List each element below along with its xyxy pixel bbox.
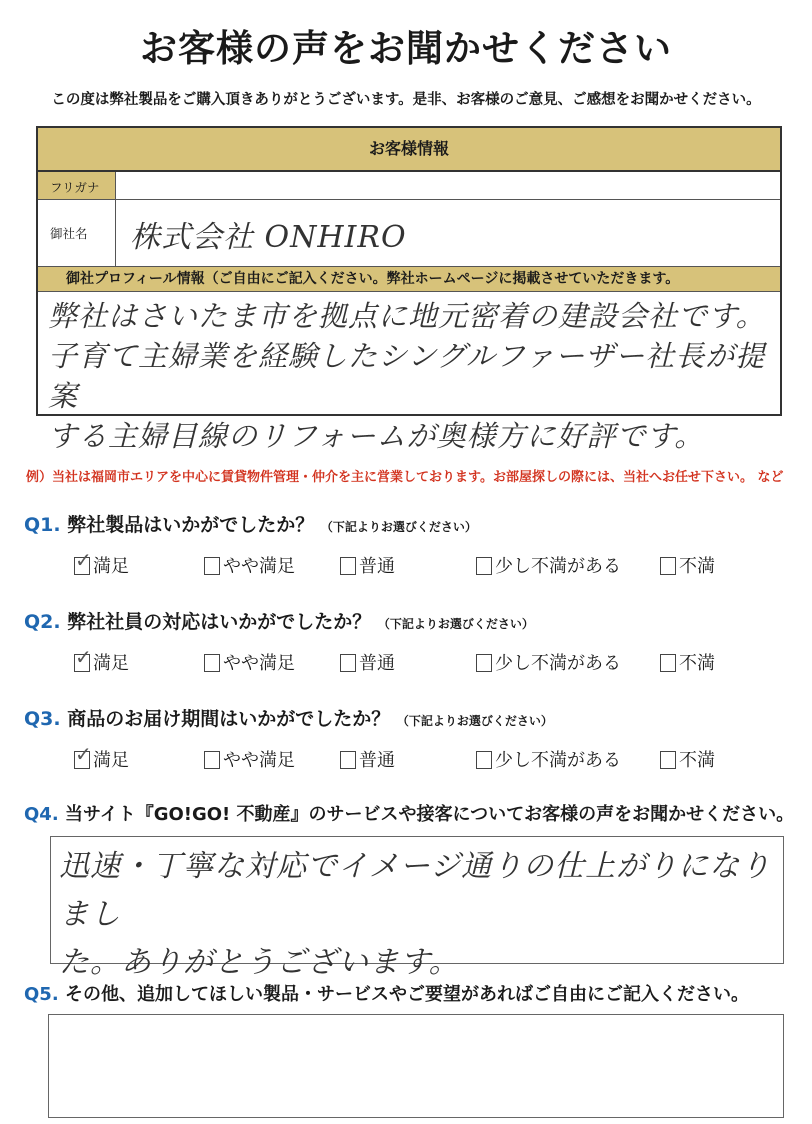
profile-line: する主婦目線のリフォームが奥様方に好評です。 bbox=[48, 419, 705, 453]
q4-answer-line: た。ありがとうございます。 bbox=[59, 945, 460, 980]
check-icon: ✓ bbox=[75, 548, 92, 572]
customer-info-heading: お客様情報 bbox=[38, 128, 780, 172]
q4-answer-field[interactable] bbox=[50, 836, 784, 980]
page-subtitle: この度は弊社製品をご購入頂きありがとうございます。是非、お客様のご意見、ご感想をお聞かせください。 bbox=[51, 92, 761, 108]
furigana-field[interactable] bbox=[120, 174, 776, 196]
q2-option-normal[interactable]: 普通 bbox=[340, 649, 395, 675]
checkbox[interactable] bbox=[74, 742, 92, 769]
q1-option-normal[interactable]: 普通 bbox=[340, 552, 395, 578]
q2-option-somewhat-satisfied[interactable]: やや満足 bbox=[204, 649, 295, 675]
checkbox[interactable] bbox=[660, 654, 676, 672]
q3-option-normal[interactable]: 普通 bbox=[340, 746, 395, 772]
q3-option-dissatisfied[interactable]: 不満 bbox=[660, 746, 715, 772]
checkbox[interactable] bbox=[340, 654, 356, 672]
profile-text-field[interactable] bbox=[48, 296, 774, 456]
q3-option-somewhat-satisfied[interactable]: やや満足 bbox=[204, 746, 295, 772]
q2-option-somewhat-dissatisfied[interactable]: 少し不満がある bbox=[476, 649, 621, 675]
q3-option-satisfied[interactable]: ✓ 満足 bbox=[75, 742, 129, 771]
checkbox[interactable] bbox=[74, 645, 92, 672]
profile-heading: 御社プロフィール情報（ご自由にご記入ください。弊社ホームページに掲載させていただきます。 bbox=[38, 266, 780, 292]
check-icon: ✓ bbox=[75, 645, 92, 669]
company-label: 御社名 bbox=[50, 226, 88, 241]
q3-option-somewhat-dissatisfied[interactable]: 少し不満がある bbox=[476, 746, 621, 772]
checkbox[interactable] bbox=[204, 557, 220, 575]
company-name-field[interactable]: 株式会社 ONHIRO bbox=[130, 220, 407, 255]
q5-answer-field[interactable] bbox=[48, 1014, 784, 1118]
profile-line: 弊社はさいたま市を拠点に地元密着の建設会社です。 bbox=[48, 299, 766, 333]
checkbox[interactable] bbox=[340, 751, 356, 769]
profile-line: 子育て主婦業を経験したシングルファーザー社長が提案 bbox=[48, 339, 766, 413]
question-4: Q4. 当サイト『GO!GO! 不動産』のサービスや接客についてお客様の声をお聞かせください。 bbox=[24, 804, 795, 825]
furigana-row bbox=[38, 172, 780, 200]
q1-option-somewhat-satisfied[interactable]: やや満足 bbox=[204, 552, 295, 578]
checkbox[interactable] bbox=[476, 654, 492, 672]
example-note: 例）当社は福岡市エリアを中心に賃貸物件管理・仲介を主に営業しております。お部屋探しの際には、当社へお任せ下さい。 など bbox=[26, 470, 784, 485]
question-1: Q1. 弊社製品はいかがでしたか？ （下記よりお選びください） bbox=[24, 514, 477, 536]
checkbox[interactable] bbox=[660, 557, 676, 575]
q2-option-dissatisfied[interactable]: 不満 bbox=[660, 649, 715, 675]
checkbox[interactable] bbox=[476, 751, 492, 769]
check-icon: ✓ bbox=[75, 742, 92, 766]
question-3: Q3. 商品のお届け期間はいかがでしたか？ （下記よりお選びください） bbox=[24, 708, 553, 730]
question-2: Q2. 弊社社員の対応はいかがでしたか？ （下記よりお選びください） bbox=[24, 611, 534, 633]
checkbox[interactable] bbox=[204, 751, 220, 769]
checkbox[interactable] bbox=[340, 557, 356, 575]
company-row bbox=[38, 200, 780, 453]
q1-option-somewhat-dissatisfied[interactable]: 少し不満がある bbox=[476, 552, 621, 578]
customer-info-box bbox=[36, 126, 782, 453]
page-title: お客様の声をお聞かせください bbox=[140, 27, 672, 70]
furigana-label: フリガナ bbox=[50, 180, 100, 195]
question-5: Q5. その他、追加してほしい製品・サービスやご要望があればご自由にご記入ください。 bbox=[24, 984, 749, 1005]
q1-option-dissatisfied[interactable]: 不満 bbox=[660, 552, 715, 578]
checkbox[interactable] bbox=[660, 751, 676, 769]
checkbox[interactable] bbox=[476, 557, 492, 575]
checkbox[interactable] bbox=[74, 548, 92, 575]
q4-answer-line: 迅速・丁寧な対応でイメージ通りの仕上がりになりまし bbox=[59, 849, 772, 932]
q2-option-satisfied[interactable]: ✓ 満足 bbox=[75, 645, 129, 674]
checkbox[interactable] bbox=[204, 654, 220, 672]
q1-option-satisfied[interactable]: ✓ 満足 bbox=[75, 548, 129, 577]
